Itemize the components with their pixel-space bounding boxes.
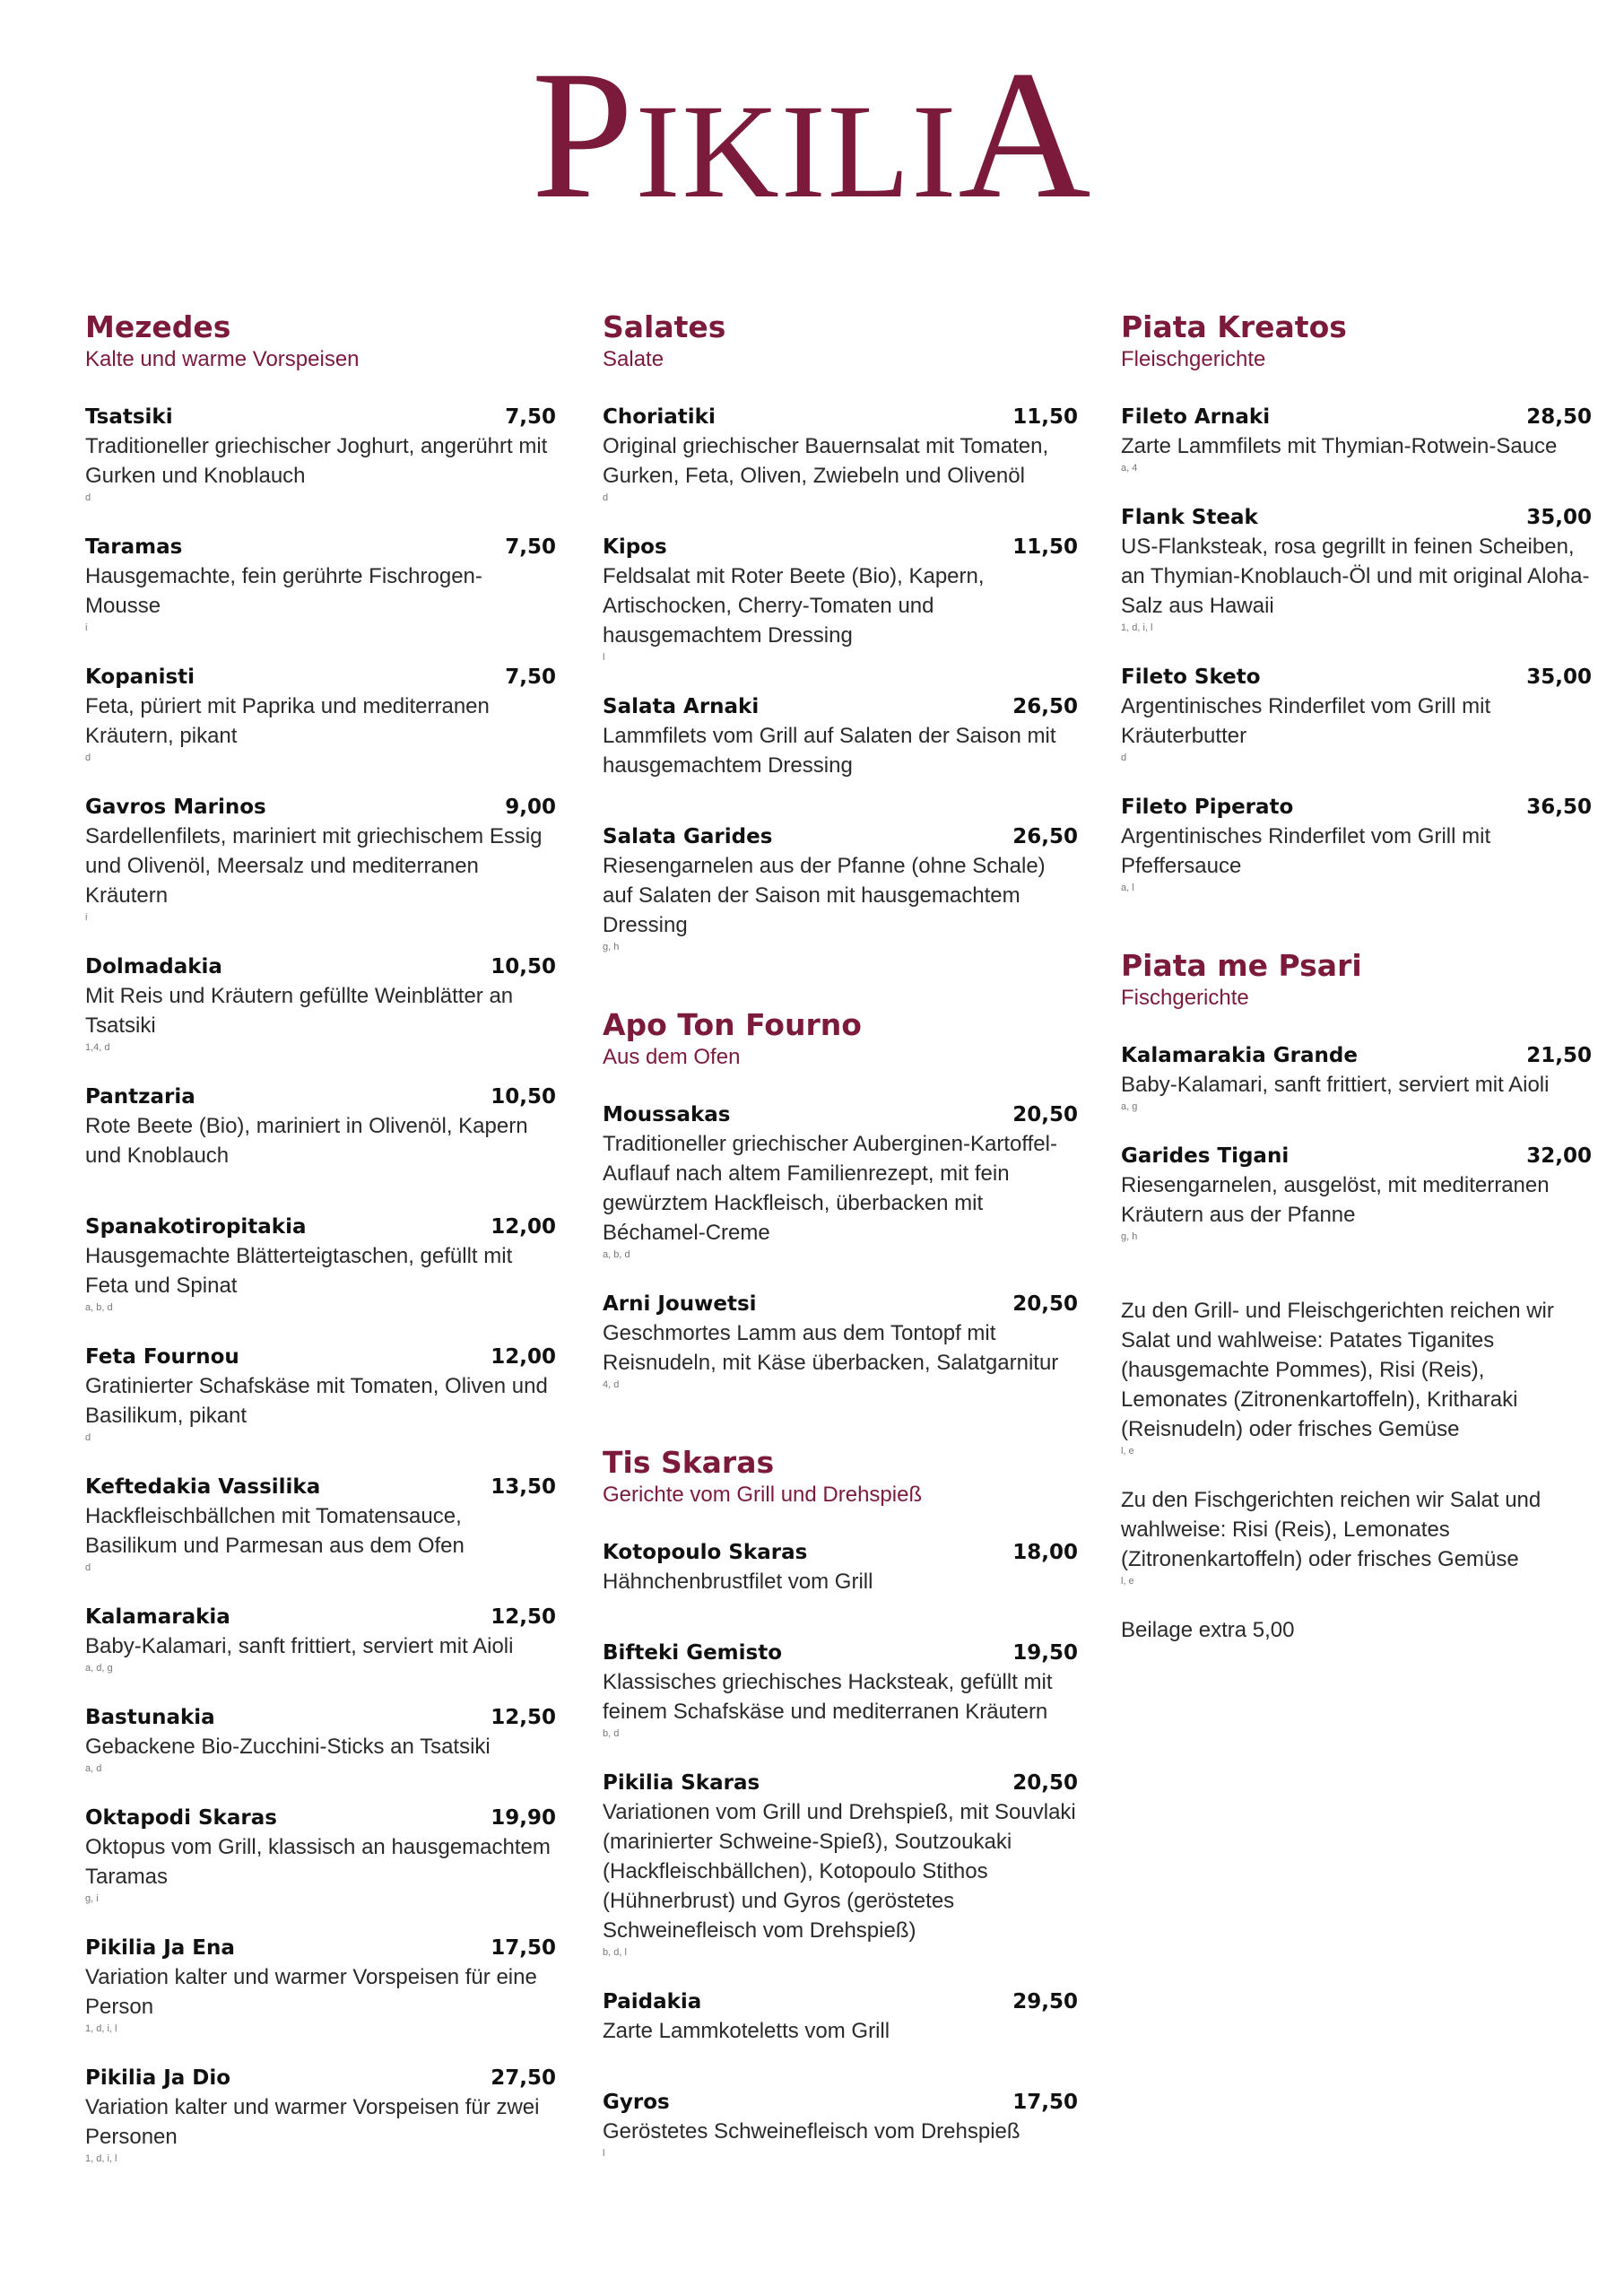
- menu-item-allergens: g, i: [85, 1893, 99, 1904]
- side-dish-note: [1121, 1485, 1592, 1588]
- section-subtitle: Aus dem Ofen: [603, 1045, 741, 1069]
- menu-item-description: Klassisches griechisches Hacksteak, gefüllt mit feinem Schafskäse und mediterranen Kräutern: [603, 1670, 1053, 1724]
- side-dish-note-allergens: l, e: [1121, 1576, 1134, 1587]
- menu-item-description: Lammfilets vom Grill auf Salaten der Saison mit hausgemachtem Dressing: [603, 724, 1056, 778]
- section-subtitle: Gerichte vom Grill und Drehspieß: [603, 1483, 923, 1507]
- menu-item-description: Riesengarnelen aus der Pfanne (ohne Schale) auf Salaten der Saison mit hausgemachtem Dressing: [603, 854, 1046, 937]
- menu-item: [603, 1291, 1078, 1392]
- menu-item-description: Gebackene Bio-Zucchini-Sticks an Tsatsiki: [85, 1735, 491, 1759]
- menu-item: [1121, 504, 1592, 635]
- menu-item-name: Salata Arnaki: [603, 695, 760, 718]
- menu-item-allergens: d: [603, 492, 609, 503]
- menu-item-description: Hausgemachte, fein gerührte Fischrogen-Mousse: [85, 564, 482, 618]
- menu-item-price: 7,50: [505, 665, 556, 689]
- menu-item-price: 12,50: [491, 1605, 556, 1629]
- menu-item-price: 10,50: [491, 1085, 556, 1109]
- menu-item-allergens: i: [85, 912, 88, 923]
- menu-item-price: 21,50: [1526, 1044, 1592, 1067]
- menu-item-name: Dolmadakia: [85, 955, 222, 978]
- menu-item: [85, 404, 556, 505]
- menu-section: [1121, 947, 1592, 1244]
- menu-section: [603, 1006, 1078, 1392]
- menu-item: [85, 1704, 556, 1776]
- menu-item: [1121, 664, 1592, 765]
- menu-item-name: Spanakotiropitakia: [85, 1215, 307, 1239]
- menu-item-header: [1121, 1042, 1592, 1070]
- menu-item-price: 20,50: [1012, 1292, 1078, 1316]
- section-title: Piata Kreatos: [1121, 309, 1347, 344]
- menu-item-price: 13,50: [491, 1475, 556, 1499]
- menu-item-header: [1121, 504, 1592, 532]
- menu-item-price: 36,50: [1526, 796, 1592, 819]
- menu-item-header: [85, 2065, 556, 2092]
- menu-item-price: 19,50: [1012, 1641, 1078, 1665]
- menu-item-description: Zarte Lammfilets mit Thymian-Rotwein-Sauce: [1121, 434, 1558, 458]
- menu-item-description: Original griechischer Bauernsalat mit Tomaten, Gurken, Feta, Oliven, Zwiebeln und Olivenöl: [603, 434, 1049, 488]
- menu-item-header: [1121, 1143, 1592, 1170]
- menu-item-allergens: 1, d, i, l: [85, 2153, 117, 2164]
- menu-item-allergens: d: [85, 752, 91, 763]
- menu-item-name: Gavros Marinos: [85, 796, 266, 819]
- menu-item-allergens: a, 4: [1121, 463, 1138, 474]
- menu-item-header: [85, 1805, 556, 1832]
- menu-item-name: Moussakas: [603, 1103, 731, 1126]
- menu-item-allergens: 1, d, i, l: [85, 2023, 117, 2034]
- menu-item-name: Kipos: [603, 535, 667, 559]
- menu-item-header: [1121, 404, 1592, 431]
- menu-item-allergens: g, h: [603, 942, 620, 952]
- menu-item-price: 35,00: [1526, 665, 1592, 689]
- extra-side-dish-price: Beilage extra 5,00: [1121, 1618, 1295, 1642]
- menu-item-price: 28,50: [1526, 405, 1592, 429]
- side-dish-note-allergens: l, e: [1121, 1446, 1134, 1457]
- side-dish-note-text: Zu den Grill- und Fleischgerichten reichen wir Salat und wahlweise: Patates Tiganites (hausgemachte Pommes), Risi (Reis), Lemonates (Zitronenkartoffeln), Kritharaki (Reisnudeln) oder frisches Gemüse: [1121, 1299, 1554, 1441]
- menu-item-name: Kotopoulo Skaras: [603, 1541, 808, 1564]
- menu-item-name: Fileto Sketo: [1121, 665, 1261, 689]
- menu-item: [85, 2065, 556, 2166]
- menu-item-name: Flank Steak: [1121, 506, 1258, 529]
- menu-item: [603, 534, 1078, 665]
- menu-item: [85, 1083, 556, 1185]
- section-title: Mezedes: [85, 309, 231, 344]
- menu-item-price: 26,50: [1012, 695, 1078, 718]
- menu-item-name: Gyros: [603, 2091, 670, 2114]
- menu-item-description: Feldsalat mit Roter Beete (Bio), Kapern, Artischocken, Cherry-Tomaten und hausgemachtem Dressing: [603, 564, 985, 648]
- menu-item: [603, 2089, 1078, 2161]
- menu-item: [85, 1935, 556, 2036]
- menu-item-allergens: b, d, l: [603, 1947, 627, 1958]
- side-dish-note: [1121, 1296, 1592, 1458]
- menu-item-header: [85, 664, 556, 691]
- menu-item-name: Tsatsiki: [85, 405, 173, 429]
- menu-item-header: [603, 693, 1078, 721]
- menu-item-description: Variation kalter und warmer Vorspeisen für zwei Personen: [85, 2095, 540, 2149]
- menu-item-header: [603, 1639, 1078, 1667]
- menu-item-allergens: d: [85, 492, 91, 503]
- menu-item-header: [85, 1344, 556, 1371]
- menu-item-allergens: a, l: [1121, 883, 1134, 893]
- menu-item: [1121, 794, 1592, 895]
- menu-item-name: Pikilia Ja Ena: [85, 1936, 235, 1960]
- menu-item-name: Pantzaria: [85, 1085, 195, 1109]
- menu-item: [603, 1539, 1078, 1611]
- menu-item-name: Salata Garides: [603, 825, 773, 848]
- menu-item: [85, 664, 556, 765]
- menu-item-allergens: b, d: [603, 1728, 620, 1739]
- menu-item-description: Oktopus vom Grill, klassisch an hausgemachtem Taramas: [85, 1835, 551, 1889]
- menu-item-description: Baby-Kalamari, sanft frittiert, serviert mit Aioli: [1121, 1073, 1550, 1097]
- menu-item-price: 17,50: [491, 1936, 556, 1960]
- menu-item: [85, 1805, 556, 1906]
- menu-column-middle: [603, 309, 1078, 2213]
- menu-item: [603, 693, 1078, 795]
- logo-letter-first: P: [531, 33, 636, 237]
- menu-item: [85, 534, 556, 635]
- menu-item-header: [85, 404, 556, 431]
- menu-item-header: [603, 1539, 1078, 1567]
- menu-item: [1121, 404, 1592, 475]
- menu-item-name: Pikilia Skaras: [603, 1771, 760, 1795]
- menu-item-header: [85, 1213, 556, 1241]
- menu-item: [85, 1213, 556, 1315]
- menu-item-header: [85, 1474, 556, 1501]
- menu-item-allergens: [603, 2046, 1078, 2060]
- menu-item-name: Bastunakia: [85, 1706, 215, 1729]
- menu-item-description: Zarte Lammkoteletts vom Grill: [603, 2019, 890, 2043]
- logo-letter-last: A: [958, 33, 1093, 237]
- menu-item: [603, 1101, 1078, 1262]
- menu-item-header: [603, 404, 1078, 431]
- menu-item-name: Kopanisti: [85, 665, 195, 689]
- menu-item: [85, 1344, 556, 1445]
- menu-item-allergens: g, h: [1121, 1231, 1138, 1242]
- menu-item-price: 9,00: [505, 796, 556, 819]
- menu-item-allergens: i: [85, 622, 88, 633]
- menu-item-description: Gratinierter Schafskäse mit Tomaten, Oliven und Basilikum, pikant: [85, 1374, 548, 1428]
- menu-item: [603, 1639, 1078, 1741]
- menu-item-price: 12,00: [491, 1345, 556, 1369]
- menu-item-header: [85, 1935, 556, 1962]
- menu-item-allergens: 1, d, i, l: [1121, 622, 1153, 633]
- menu-item-allergens: d: [85, 1432, 91, 1443]
- menu-item: [85, 794, 556, 925]
- menu-item: [85, 1604, 556, 1675]
- section-subtitle: Fischgerichte: [1121, 986, 1249, 1010]
- menu-item-description: Variationen vom Grill und Drehspieß, mit Souvlaki (marinierter Schweine-Spieß), Soutzoukaki (Hackfleischbällchen), Kotopoulo Stithos (Hühnerbrust) und Gyros (geröstetes Schweinefleisch vom Drehspieß): [603, 1800, 1076, 1943]
- menu-column-right: [1121, 309, 1592, 1645]
- menu-item-header: [1121, 664, 1592, 691]
- menu-item-header: [85, 953, 556, 981]
- section-title: Apo Ton Fourno: [603, 1007, 862, 1042]
- brand-logo: [0, 33, 1624, 237]
- menu-item-description: Mit Reis und Kräutern gefüllte Weinblätter an Tsatsiki: [85, 984, 514, 1038]
- menu-item-name: Oktapodi Skaras: [85, 1806, 277, 1830]
- menu-item-description: Traditioneller griechischer Auberginen-Kartoffel-Auflauf nach altem Familienrezept, mit fein gewürztem Hackfleisch, überbacken mit Béchamel-Creme: [603, 1132, 1057, 1245]
- menu-item-name: Kalamarakia: [85, 1605, 230, 1629]
- menu-item-allergens: d: [1121, 752, 1127, 763]
- menu-item-description: Geröstetes Schweinefleisch vom Drehspieß: [603, 2119, 1020, 2144]
- menu-item-description: Hackfleischbällchen mit Tomatensauce, Basilikum und Parmesan aus dem Ofen: [85, 1504, 465, 1558]
- menu-item-price: 32,00: [1526, 1144, 1592, 1168]
- menu-item: [85, 953, 556, 1055]
- menu-item-description: Variation kalter und warmer Vorspeisen für eine Person: [85, 1965, 537, 2019]
- section-subtitle: Kalte und warme Vorspeisen: [85, 347, 360, 371]
- menu-item-price: 11,50: [1012, 535, 1078, 559]
- menu-item-price: 35,00: [1526, 506, 1592, 529]
- menu-item-allergens: 1,4, d: [85, 1042, 110, 1053]
- menu-item-name: Keftedakia Vassilika: [85, 1475, 321, 1499]
- menu-item-price: 29,50: [1012, 1990, 1078, 2013]
- menu-item-header: [603, 1291, 1078, 1318]
- menu-item-description: Riesengarnelen, ausgelöst, mit mediterranen Kräutern aus der Pfanne: [1121, 1173, 1550, 1227]
- menu-section: [603, 1444, 1078, 2161]
- menu-item-header: [603, 1988, 1078, 2016]
- menu-item-description: Hähnchenbrustfilet vom Grill: [603, 1570, 873, 1594]
- menu-item-price: 26,50: [1012, 825, 1078, 848]
- menu-item-allergens: a, b, d: [603, 1249, 630, 1260]
- menu-item-allergens: [85, 1170, 556, 1185]
- menu-item-header: [85, 534, 556, 561]
- menu-item: [603, 404, 1078, 505]
- menu-item-description: Argentinisches Rinderfilet vom Grill mit Pfeffersauce: [1121, 824, 1491, 878]
- menu-item-description: Rote Beete (Bio), mariniert in Olivenöl, Kapern und Knoblauch: [85, 1114, 528, 1168]
- menu-item-name: Fileto Arnaki: [1121, 405, 1271, 429]
- menu-item-description: Hausgemachte Blätterteigtaschen, gefüllt mit Feta und Spinat: [85, 1244, 513, 1298]
- logo-letters-middle: IKILI: [635, 77, 959, 226]
- menu-item-allergens: a, d, g: [85, 1663, 113, 1674]
- menu-item: [1121, 1042, 1592, 1114]
- menu-item-price: 27,50: [491, 2066, 556, 2090]
- menu-item-price: 7,50: [505, 405, 556, 429]
- menu-item-price: 20,50: [1012, 1103, 1078, 1126]
- menu-item: [85, 1474, 556, 1575]
- menu-item-allergens: 4, d: [603, 1379, 620, 1390]
- menu-section: [1121, 309, 1592, 895]
- menu-item-description: US-Flanksteak, rosa gegrillt in feinen Scheiben, an Thymian-Knoblauch-Öl und mit original Aloha-Salz aus Hawaii: [1121, 535, 1590, 618]
- menu-item: [603, 823, 1078, 954]
- menu-item-description: Traditioneller griechischer Joghurt, angerührt mit Gurken und Knoblauch: [85, 434, 548, 488]
- menu-item-price: 10,50: [491, 955, 556, 978]
- menu-item: [603, 1770, 1078, 1960]
- menu-item-name: Choriatiki: [603, 405, 716, 429]
- menu-item: [603, 1988, 1078, 2060]
- menu-item-description: Feta, püriert mit Paprika und mediterranen Kräutern, pikant: [85, 694, 490, 748]
- menu-item-price: 17,50: [1012, 2091, 1078, 2114]
- menu-item-allergens: d: [85, 1562, 91, 1573]
- menu-section: [603, 309, 1078, 954]
- menu-item-price: 11,50: [1012, 405, 1078, 429]
- menu-item-description: Argentinisches Rinderfilet vom Grill mit Kräuterbutter: [1121, 694, 1491, 748]
- menu-item-name: Pikilia Ja Dio: [85, 2066, 231, 2090]
- menu-item-header: [85, 1704, 556, 1732]
- menu-item-allergens: l: [603, 2148, 605, 2159]
- menu-item-description: Sardellenfilets, mariniert mit griechischem Essig und Olivenöl, Meersalz und mediterranen Kräutern: [85, 824, 543, 908]
- section-title: Tis Skaras: [603, 1445, 775, 1480]
- menu-item-header: [603, 2089, 1078, 2117]
- menu-item-header: [603, 1770, 1078, 1797]
- menu-item-price: 18,00: [1012, 1541, 1078, 1564]
- menu-item-name: Fileto Piperato: [1121, 796, 1294, 819]
- menu-item-description: Baby-Kalamari, sanft frittiert, serviert mit Aioli: [85, 1634, 514, 1658]
- menu-item-allergens: a, b, d: [85, 1302, 113, 1313]
- menu-item-price: 12,00: [491, 1215, 556, 1239]
- menu-item-name: Feta Fournou: [85, 1345, 239, 1369]
- menu-item-allergens: [603, 1596, 1078, 1611]
- menu-item-name: Kalamarakia Grande: [1121, 1044, 1358, 1067]
- section-title: Piata me Psari: [1121, 948, 1362, 983]
- menu-item-header: [603, 823, 1078, 851]
- section-subtitle: Salate: [603, 347, 664, 371]
- menu-item-name: Arni Jouwetsi: [603, 1292, 757, 1316]
- menu-item-header: [1121, 794, 1592, 822]
- menu-column-left: [85, 309, 556, 2218]
- menu-item-name: Paidakia: [603, 1990, 702, 2013]
- menu-item: [1121, 1143, 1592, 1244]
- menu-item-description: Geschmortes Lamm aus dem Tontopf mit Reisnudeln, mit Käse überbacken, Salatgarnitur: [603, 1321, 1059, 1375]
- section-subtitle: Fleischgerichte: [1121, 347, 1266, 371]
- menu-item-allergens: a, d: [85, 1763, 102, 1774]
- menu-item-header: [85, 794, 556, 822]
- menu-item-header: [85, 1604, 556, 1631]
- menu-item-price: 12,50: [491, 1706, 556, 1729]
- menu-item-header: [603, 534, 1078, 561]
- menu-item-header: [603, 1101, 1078, 1129]
- side-dish-note-text: Zu den Fischgerichten reichen wir Salat und wahlweise: Risi (Reis), Lemonates (Zitronenkartoffeln) oder frisches Gemüse: [1121, 1488, 1541, 1571]
- section-title: Salates: [603, 309, 726, 344]
- menu-item-header: [85, 1083, 556, 1111]
- menu-item-name: Bifteki Gemisto: [603, 1641, 783, 1665]
- menu-item-price: 20,50: [1012, 1771, 1078, 1795]
- menu-item-name: Garides Tigani: [1121, 1144, 1290, 1168]
- menu-item-allergens: [603, 780, 1078, 795]
- menu-item-price: 19,90: [491, 1806, 556, 1830]
- menu-section: [85, 309, 556, 2166]
- menu-item-allergens: l: [603, 652, 605, 663]
- menu-item-allergens: a, g: [1121, 1101, 1138, 1112]
- menu-item-name: Taramas: [85, 535, 183, 559]
- menu-item-price: 7,50: [505, 535, 556, 559]
